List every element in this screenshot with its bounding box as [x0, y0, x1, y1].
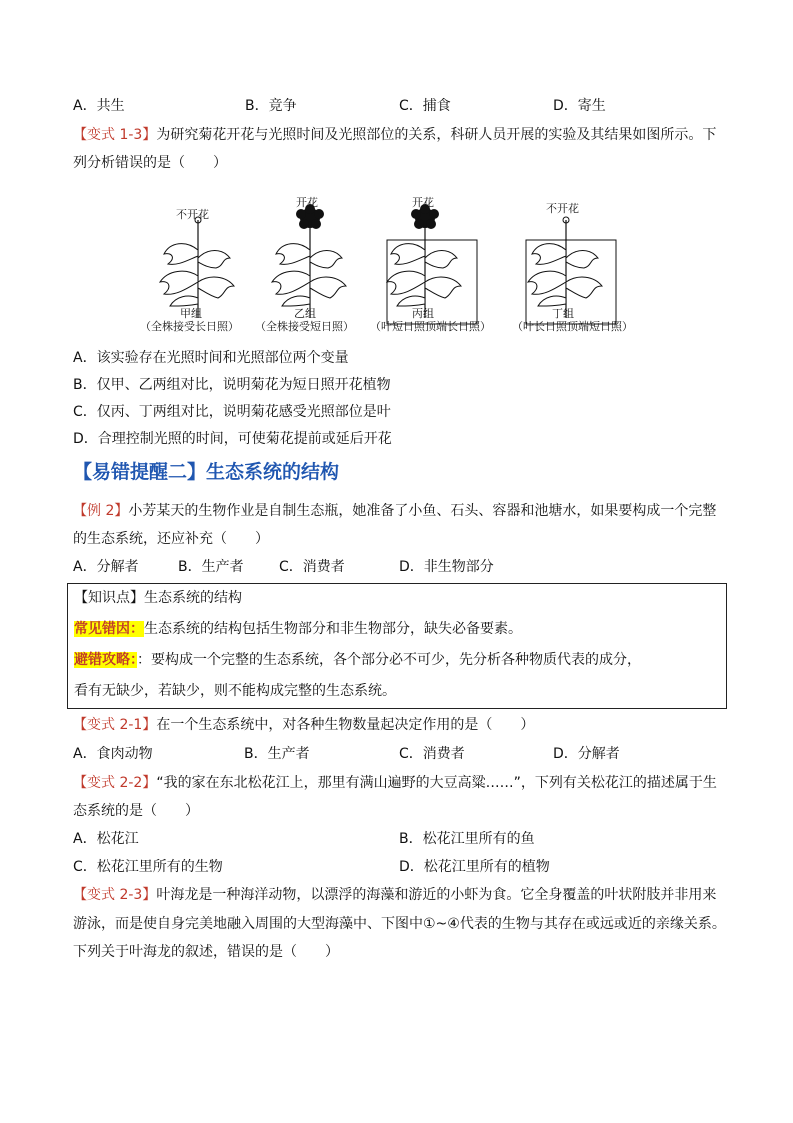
group-b-caption: （全株接受短日照）	[255, 320, 354, 333]
question-v2-2-line2: 态系统的是（ ）	[73, 803, 199, 819]
group-b-name: 乙组	[294, 307, 316, 320]
group-c-caption: （叶短日照顶端长日照）	[370, 320, 491, 333]
question-v2-1	[73, 714, 534, 734]
question-tag: 【变式 2-3】	[73, 887, 157, 903]
question-tag: 【变式 1-3】	[73, 127, 157, 143]
v2-2-option-b: B．松花江里所有的鱼	[399, 831, 535, 847]
common-mistake-text: 生态系统的结构包括生物部分和非生物部分，缺失必备要素。	[144, 621, 522, 637]
common-mistake-label: 常见错因：	[74, 621, 144, 637]
plant-group-a	[160, 217, 234, 318]
group-a-caption: （全株接受长日照）	[140, 320, 239, 333]
v2-1-option-b: B．生产者	[244, 746, 310, 762]
plant-group-b	[272, 204, 346, 318]
question-text: “我的家在东北松花江上，那里有满山遍野的大豆高粱……”，下列有关松花江的描述属于生	[156, 775, 717, 791]
strategy-line-2: 看有无缺少，若缺少，则不能构成完整的生态系统。	[74, 683, 396, 699]
v2-2-option-c: C．松花江里所有的生物	[73, 859, 223, 875]
ex2-option-b: B．生产者	[178, 559, 244, 575]
question-tag: 【变式 2-1】	[73, 717, 157, 733]
group-c-top-label: 开花	[412, 196, 434, 209]
group-a-name: 甲组	[180, 307, 202, 320]
question-v2-3-line3: 下列关于叶海龙的叙述，错误的是（ ）	[73, 944, 339, 960]
group-c-name: 丙组	[412, 307, 434, 320]
common-mistake-line	[74, 618, 522, 638]
v1-3-option-c: C．仅丙、丁两组对比，说明菊花感受光照部位是叶	[73, 404, 391, 420]
knowledge-title: 【知识点】生态系统的结构	[74, 590, 242, 606]
example-text: 小芳某天的生物作业是自制生态瓶，她准备了小鱼、石头、容器和池塘水，如果要构成一个完整	[128, 503, 717, 519]
question-tag: 【变式 2-2】	[73, 775, 157, 791]
group-b-top-label: 开花	[296, 196, 318, 209]
section-title: 【易错提醒二】生态系统的结构	[73, 461, 340, 483]
knowledge-box	[67, 583, 727, 709]
question-v2-3-line2: 游泳，而是使自身完美地融入周围的大型海藻中、下图中①~④代表的生物与其存在或远或近的亲缘关系。	[73, 916, 726, 932]
question-text: 叶海龙是一种海洋动物，以漂浮的海藻和游近的小虾为食。它全身覆盖的叶状附肢并非用来	[156, 887, 717, 903]
v2-2-option-a: A．松花江	[73, 831, 139, 847]
example-2	[73, 500, 716, 520]
prev-option-a: A．共生	[73, 98, 125, 114]
question-v1-3	[73, 124, 716, 144]
question-text: 为研究菊花开花与光照时间及光照部位的关系，科研人员开展的实验及其结果如图所示。下	[156, 127, 717, 143]
example-tag: 【例 2】	[73, 503, 129, 519]
v2-1-option-c: C．消费者	[399, 746, 465, 762]
group-d-top-label: 不开花	[546, 202, 579, 215]
ex2-option-a: A．分解者	[73, 559, 139, 575]
ex2-option-d: D．非生物部分	[399, 559, 494, 575]
example-2-line2: 的生态系统，还应补充（ ）	[73, 531, 269, 547]
v2-1-option-a: A．食肉动物	[73, 746, 153, 762]
prev-option-c: C．捕食	[399, 98, 451, 114]
question-v2-2	[73, 772, 717, 792]
v1-3-option-d: D．合理控制光照的时间，可使菊花提前或延后开花	[73, 431, 392, 447]
v2-1-option-d: D．分解者	[553, 746, 620, 762]
group-a-top-label: 不开花	[176, 208, 209, 221]
v2-2-option-d: D．松花江里所有的植物	[399, 859, 550, 875]
group-d-name: 丁组	[552, 307, 574, 320]
group-d-caption: （叶长日照顶端短日照）	[512, 320, 633, 333]
v1-3-option-b: B．仅甲、乙两组对比，说明菊花为短日照开花植物	[73, 377, 391, 393]
prev-option-b: B．竞争	[245, 98, 297, 114]
question-v2-3	[73, 884, 716, 904]
strategy-text: ：要构成一个完整的生态系统，各个部分必不可少，先分析各种物质代表的成分，	[137, 652, 641, 668]
prev-option-d: D．寄生	[553, 98, 606, 114]
ex2-option-c: C．消费者	[279, 559, 345, 575]
strategy-label: 避错攻略：	[74, 652, 137, 668]
v1-3-option-a: A．该实验存在光照时间和光照部位两个变量	[73, 350, 349, 366]
strategy-line	[74, 649, 641, 669]
question-v1-3-line2: 列分析错误的是（ ）	[73, 155, 227, 171]
question-text: 在一个生态系统中，对各种生物数量起决定作用的是（ ）	[156, 717, 535, 733]
